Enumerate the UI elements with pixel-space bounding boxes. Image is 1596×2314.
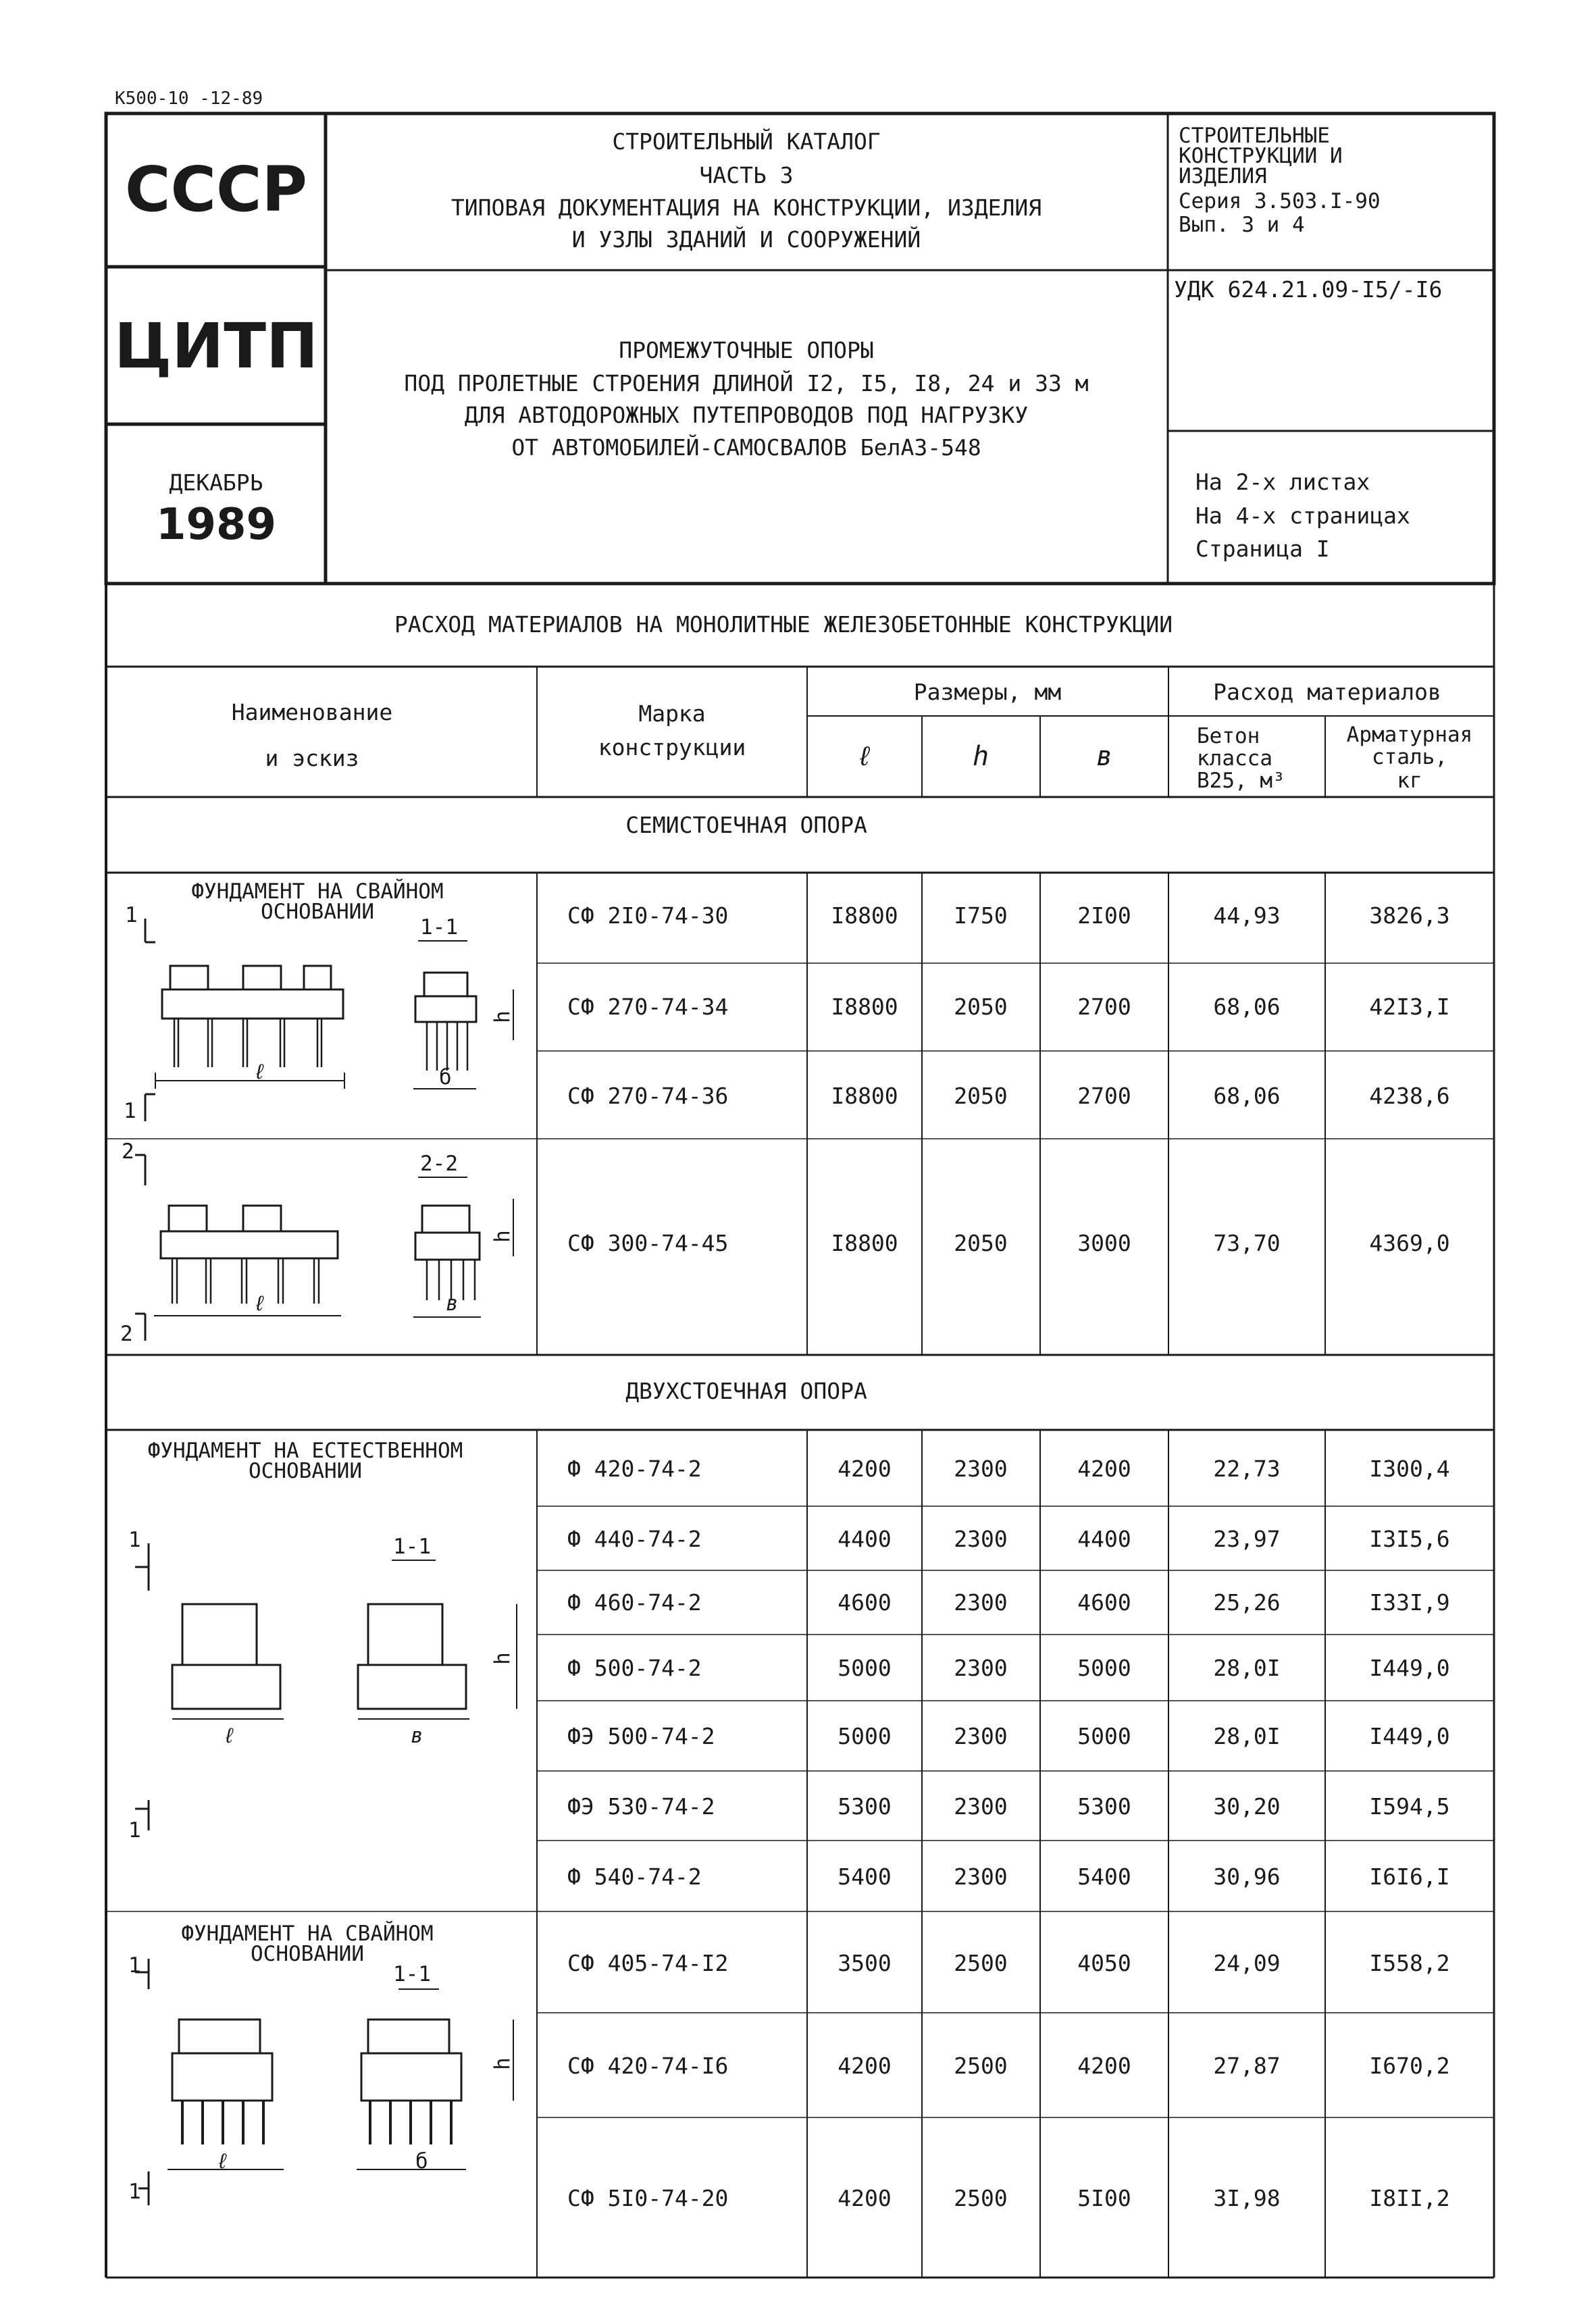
sheets-count: На 2-х листах	[1195, 469, 1370, 495]
doc-code: К500-10 -12-89	[115, 88, 263, 109]
cell-h: 2500	[954, 2053, 1008, 2079]
group-label: ОСНОВАНИИ	[261, 900, 374, 924]
sketch-label: h	[490, 1230, 515, 1243]
col-mark: конструкции	[598, 734, 746, 761]
cell-h: 2300	[954, 1793, 1008, 1820]
sketch-label: 1-1	[393, 1535, 431, 1559]
sketch-label: ℓ	[253, 1060, 266, 1084]
sketch-pile-foundation-1	[145, 915, 513, 1121]
cell-concrete: 73,70	[1213, 1230, 1281, 1256]
cell-b: 2700	[1077, 1083, 1131, 1109]
cell-h: 2300	[954, 1589, 1008, 1616]
cell-mark: ФЭ 530-74-2	[567, 1793, 715, 1820]
cell-steel: 3826,3	[1369, 902, 1450, 929]
col-steel: кг	[1397, 769, 1422, 793]
cell-h: 2050	[954, 994, 1008, 1020]
cell-mark: СФ 5I0-74-20	[567, 2185, 729, 2211]
catalog-line: ЧАСТЬ 3	[699, 162, 794, 188]
cell-concrete: 30,96	[1213, 1863, 1281, 1890]
cell-h: 2300	[954, 1863, 1008, 1890]
cell-steel: I558,2	[1369, 1950, 1450, 1976]
cell-l: 4200	[838, 2053, 892, 2079]
col-steel: Арматурная	[1346, 723, 1473, 747]
section-seven-column: СЕМИСТОЕЧНАЯ ОПОРА	[625, 812, 867, 838]
table-caption: РАСХОД МАТЕРИАЛОВ НА МОНОЛИТНЫЕ ЖЕЛЕЗОБЕТОННЫЕ КОНСТРУКЦИИ	[394, 611, 1173, 638]
cell-steel: I3I5,6	[1369, 1526, 1450, 1552]
sketch-label: h	[490, 1652, 515, 1665]
sketch-label: в	[411, 1724, 423, 1748]
cell-steel: I670,2	[1369, 2053, 1450, 2079]
cell-concrete: 30,20	[1213, 1793, 1281, 1820]
cell-steel: I33I,9	[1369, 1589, 1450, 1616]
sketch-label: ℓ	[216, 2149, 229, 2174]
cell-concrete: 22,73	[1213, 1456, 1281, 1482]
col-concrete: Бетон	[1197, 724, 1260, 748]
cell-l: 4200	[838, 1456, 892, 1482]
sketch-label: 1-1	[393, 1962, 431, 1986]
sketch-natural-foundation	[135, 1543, 517, 1830]
sketch-label: 2	[122, 1139, 134, 1164]
cell-h: 2050	[954, 1230, 1008, 1256]
cell-b: 5400	[1077, 1863, 1131, 1890]
cell-l: 4600	[838, 1589, 892, 1616]
cell-steel: 42I3,I	[1369, 994, 1450, 1020]
sketch-label: h	[490, 1010, 515, 1023]
sketch-label: 1	[125, 903, 138, 927]
cell-b: 4200	[1077, 2053, 1131, 2079]
sketch-label: 1	[128, 1528, 141, 1552]
cell-steel: 4238,6	[1369, 1083, 1450, 1109]
group-label: ОСНОВАНИИ	[251, 1942, 364, 1966]
cell-b: 4600	[1077, 1589, 1131, 1616]
cell-b: 5000	[1077, 1655, 1131, 1681]
cell-steel: I449,0	[1369, 1723, 1450, 1749]
sketch-label: h	[490, 2057, 515, 2070]
sketch-label: 1	[128, 1818, 141, 1843]
category-line: КОНСТРУКЦИИ И	[1179, 144, 1343, 168]
cell-l: I8800	[831, 1083, 898, 1109]
cell-l: I8800	[831, 1230, 898, 1256]
cell-mark: СФ 2I0-74-30	[567, 902, 729, 929]
citp-label: ЦИТП	[113, 310, 319, 382]
cell-h: 2500	[954, 1950, 1008, 1976]
month-label: ДЕКАБРЬ	[169, 469, 263, 496]
cell-concrete: 28,0I	[1213, 1655, 1281, 1681]
cell-l: I8800	[831, 902, 898, 929]
cell-mark: СФ 270-74-34	[567, 994, 729, 1020]
sketch-label: 1-1	[420, 915, 458, 940]
sketch-label: ℓ	[223, 1724, 236, 1748]
sketch-label: ℓ	[253, 1291, 266, 1316]
cell-concrete: 25,26	[1213, 1589, 1281, 1616]
cell-concrete: 28,0I	[1213, 1723, 1281, 1749]
section-two-column: ДВУХСТОЕЧНАЯ ОПОРА	[625, 1378, 867, 1404]
cell-concrete: 68,06	[1213, 994, 1281, 1020]
sketch-pile-foundation-3	[135, 1959, 513, 2205]
cell-h: 2300	[954, 1526, 1008, 1552]
col-l: ℓ	[856, 741, 873, 772]
cell-concrete: 23,97	[1213, 1526, 1281, 1552]
title-line: ДЛЯ АВТОДОРОЖНЫХ ПУТЕПРОВОДОВ ПОД НАГРУЗКУ	[464, 402, 1029, 428]
col-steel: сталь,	[1372, 745, 1447, 769]
cell-concrete: 27,87	[1213, 2053, 1281, 2079]
cell-steel: I8II,2	[1369, 2185, 1450, 2211]
group-label: ОСНОВАНИИ	[249, 1459, 362, 1483]
title-line: ПОД ПРОЛЕТНЫЕ СТРОЕНИЯ ДЛИНОЙ I2, I5, I8, 24 и 33 м	[404, 370, 1089, 396]
sketch-label: 1	[124, 1099, 136, 1123]
sketch-label: 2	[120, 1322, 133, 1346]
cssr-label: СССР	[125, 153, 307, 226]
cell-h: 2300	[954, 1723, 1008, 1749]
year-label: 1989	[155, 500, 277, 550]
cell-concrete: 3I,98	[1213, 2185, 1281, 2211]
category-line: ИЗДЕЛИЯ	[1179, 164, 1267, 188]
cell-b: 4050	[1077, 1950, 1131, 1976]
cell-mark: СФ 270-74-36	[567, 1083, 729, 1109]
cell-l: 3500	[838, 1950, 892, 1976]
catalog-line: ТИПОВАЯ ДОКУМЕНТАЦИЯ НА КОНСТРУКЦИИ, ИЗДЕЛИЯ	[451, 195, 1042, 221]
title-line: ОТ АВТОМОБИЛЕЙ-САМОСВАЛОВ БелАЗ-548	[511, 434, 981, 461]
sketch-label: б	[439, 1065, 452, 1089]
cell-mark: ФЭ 500-74-2	[567, 1723, 715, 1749]
col-name: и эскиз	[265, 745, 359, 771]
group-label: ФУНДАМЕНТ НА СВАЙНОМ	[181, 1922, 434, 1946]
cell-l: 5300	[838, 1793, 892, 1820]
cell-mark: Ф 540-74-2	[567, 1863, 702, 1890]
cell-b: 2I00	[1077, 902, 1131, 929]
title-line: ПРОМЕЖУТОЧНЫЕ ОПОРЫ	[619, 337, 874, 363]
cell-b: 4200	[1077, 1456, 1131, 1482]
cell-steel: 4369,0	[1369, 1230, 1450, 1256]
category-line: СТРОИТЕЛЬНЫЕ	[1179, 124, 1330, 148]
col-mark: Марка	[638, 700, 706, 727]
cell-mark: Ф 500-74-2	[567, 1655, 702, 1681]
cell-b: 5300	[1077, 1793, 1131, 1820]
cell-h: 2050	[954, 1083, 1008, 1109]
cell-b: 3000	[1077, 1230, 1131, 1256]
cell-l: 5000	[838, 1655, 892, 1681]
col-h: h	[972, 741, 989, 772]
cell-l: 5400	[838, 1863, 892, 1890]
cell-h: I750	[954, 902, 1008, 929]
cell-b: 5000	[1077, 1723, 1131, 1749]
cell-b: 4400	[1077, 1526, 1131, 1552]
col-concrete: класса	[1197, 746, 1272, 771]
cell-mark: Ф 440-74-2	[567, 1526, 702, 1552]
sketch-label: 2-2	[420, 1152, 458, 1176]
issue-label: Вып. 3 и 4	[1179, 213, 1305, 237]
cell-concrete: 68,06	[1213, 1083, 1281, 1109]
cell-l: 4400	[838, 1526, 892, 1552]
col-materials: Расход материалов	[1213, 679, 1441, 705]
series-label: Серия 3.503.I-90	[1179, 189, 1381, 213]
cell-mark: СФ 405-74-I2	[567, 1950, 729, 1976]
cell-mark: Ф 460-74-2	[567, 1589, 702, 1616]
col-sizes: Размеры, мм	[913, 679, 1062, 705]
catalog-line: СТРОИТЕЛЬНЫЙ КАТАЛОГ	[612, 128, 881, 155]
page-number: Страница I	[1195, 536, 1330, 562]
cell-concrete: 44,93	[1213, 902, 1281, 929]
cell-steel: I594,5	[1369, 1793, 1450, 1820]
cell-mark: СФ 420-74-I6	[567, 2053, 729, 2079]
cell-steel: I300,4	[1369, 1456, 1450, 1482]
cell-mark: Ф 420-74-2	[567, 1456, 702, 1482]
pages-count: На 4-х страницах	[1195, 503, 1410, 529]
group-label: ФУНДАМЕНТ НА СВАЙНОМ	[191, 879, 444, 904]
cell-b: 5I00	[1077, 2185, 1131, 2211]
cell-b: 2700	[1077, 994, 1131, 1020]
cell-steel: I6I6,I	[1369, 1863, 1450, 1890]
udk-code: УДК 624.21.09-I5/-I6	[1174, 276, 1443, 303]
catalog-line: И УЗЛЫ ЗДАНИЙ И СООРУЖЕНИЙ	[571, 226, 921, 253]
cell-l: I8800	[831, 994, 898, 1020]
cell-l: 5000	[838, 1723, 892, 1749]
sketch-label: б	[415, 2149, 428, 2174]
cell-steel: I449,0	[1369, 1655, 1450, 1681]
cell-h: 2300	[954, 1456, 1008, 1482]
cell-h: 2500	[954, 2185, 1008, 2211]
col-name: Наименование	[231, 699, 393, 725]
sketch-label: 1	[128, 2180, 141, 2204]
cell-mark: СФ 300-74-45	[567, 1230, 729, 1256]
col-concrete: В25, м³	[1197, 769, 1285, 793]
cell-h: 2300	[954, 1655, 1008, 1681]
cell-l: 4200	[838, 2185, 892, 2211]
sketch-label: в	[446, 1291, 459, 1316]
col-b: в	[1096, 741, 1113, 772]
cell-concrete: 24,09	[1213, 1950, 1281, 1976]
group-label: ФУНДАМЕНТ НА ЕСТЕСТВЕННОМ	[147, 1439, 463, 1463]
sketch-label: 1	[128, 1953, 141, 1978]
